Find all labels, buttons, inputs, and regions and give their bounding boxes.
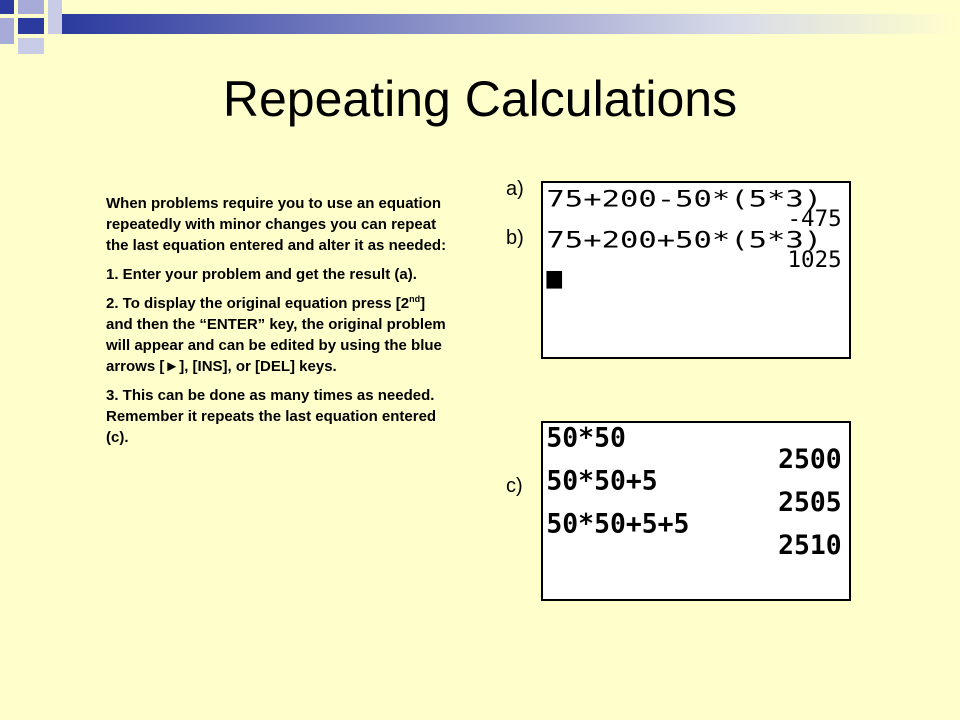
label-a: a) <box>506 178 524 200</box>
screen-2-result-2: 2505 <box>778 487 842 518</box>
label-c: c) <box>506 475 523 497</box>
screen-1-result-2: 1025 <box>787 247 842 274</box>
step-2 <box>106 293 452 377</box>
screen-1-expr-2: 75+200+50*(5*3) <box>546 227 823 254</box>
calculator-screen-2 <box>541 421 851 601</box>
step-3: 3. This can be done as many times as needed. Remember it repeats the last equation entered (c). <box>106 387 437 446</box>
step-2-part-2: ] and then the “ENTER” key, the original problem will appear and can be edited by using the blue arrows [►], [INS], or [DEL] keys. <box>106 295 446 375</box>
screen-1-result-1: -475 <box>787 206 842 233</box>
decor-square-dark-1 <box>0 0 14 14</box>
screen-2-expr-1: 50*50 <box>546 422 626 454</box>
screen-2-result-1: 2500 <box>778 443 842 475</box>
step-2-part-1: 2. To display the original equation press [2 <box>106 295 410 312</box>
decor-square-light-4 <box>18 38 44 54</box>
header-gradient-bar <box>62 14 960 34</box>
screen-1-expr-1: 75+200-50*(5*3) <box>546 186 823 213</box>
cursor-block <box>546 271 562 289</box>
decor-square-light-3 <box>48 0 62 34</box>
superscript-nd: nd <box>409 294 421 304</box>
screen-2-result-3: 2510 <box>778 530 842 562</box>
screen-2-expr-3: 50*50+5+5 <box>546 508 690 540</box>
calculator-screen-1 <box>541 181 851 359</box>
instructions-text <box>106 193 452 456</box>
step-1: 1. Enter your problem and get the result (a). <box>106 266 417 283</box>
screen-2-expr-2: 50*50+5 <box>546 465 658 497</box>
slide-title: Repeating Calculations <box>222 71 738 127</box>
decor-square-light-1 <box>18 0 44 14</box>
decor-square-light-2 <box>0 18 14 44</box>
decor-square-dark-2 <box>18 18 44 34</box>
label-b: b) <box>506 227 524 249</box>
intro-paragraph: When problems require you to use an equation repeatedly with minor changes you can repeat the last equation entered and alter it as needed: <box>106 195 447 254</box>
